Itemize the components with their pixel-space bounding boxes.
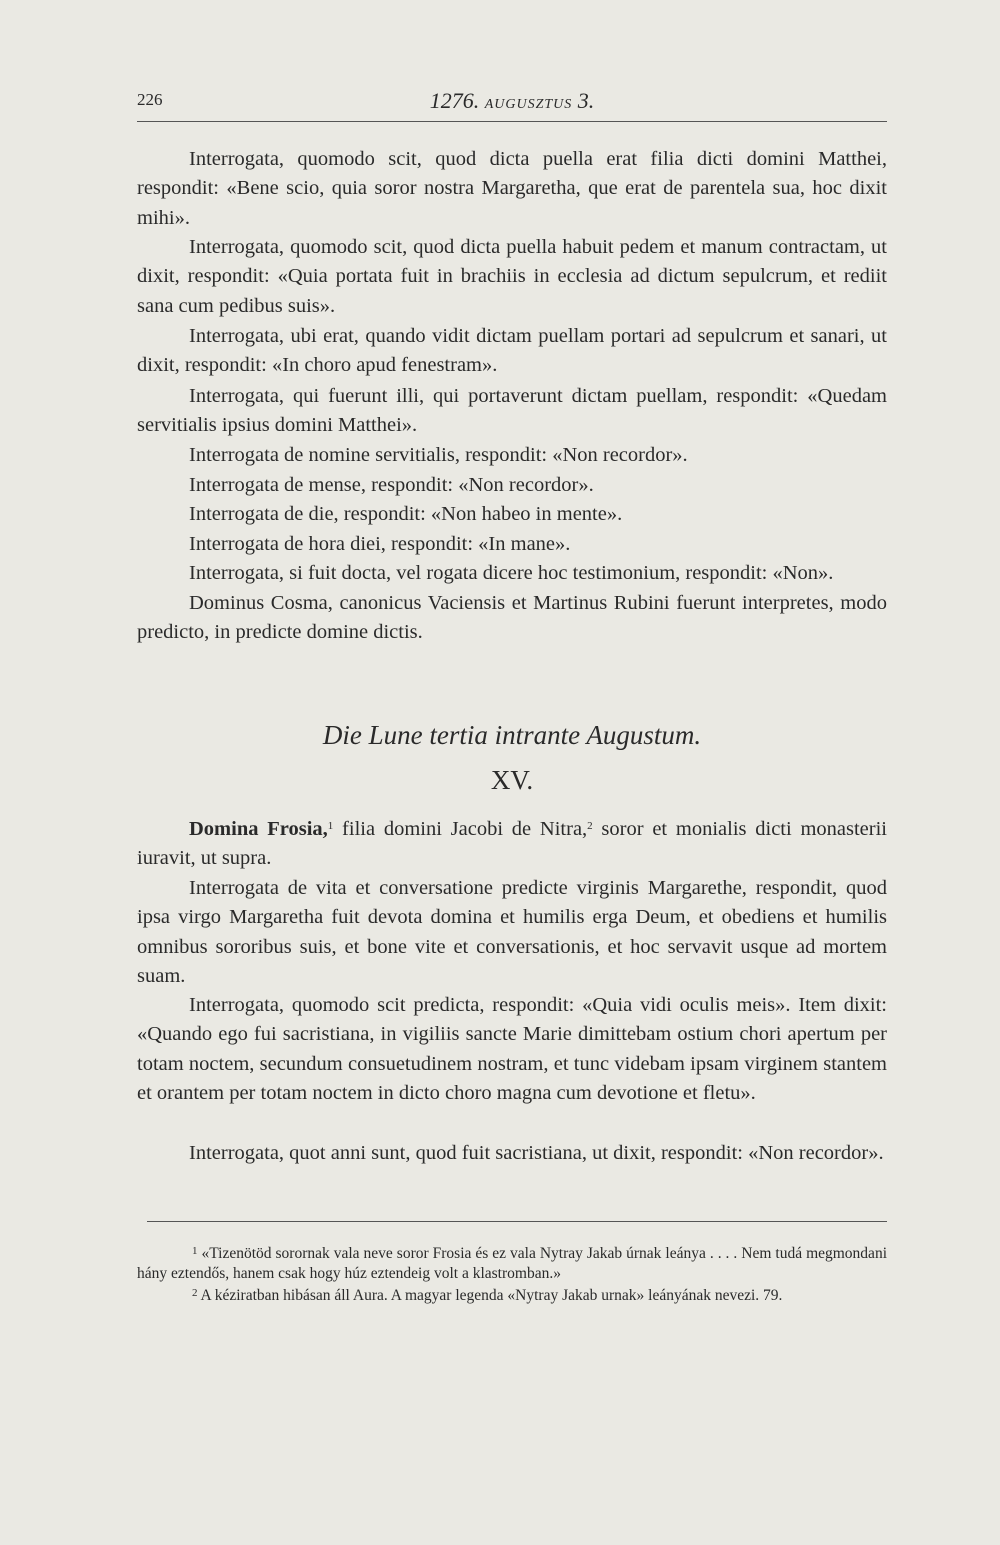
- paragraph-1: Interrogata, quomodo scit, quod dicta puella erat filia dicti domini Matthei, respondit: «Bene scio, quia soror nostra Margaretha, que erat de parentela sua, hoc dixit mihi».: [137, 148, 887, 229]
- paragraph-8: Interrogata de hora diei, respondit: «In mane».: [189, 533, 571, 555]
- witness-text-a: filia domini Jacobi de Nitra,: [333, 818, 588, 840]
- witness-name: Domina Frosia,: [189, 818, 328, 840]
- running-day: 3.: [577, 88, 595, 113]
- witness-text-b: soror et monialis dicti monasterii iuravit, ut supra.: [137, 818, 887, 870]
- footnote-ref-1[interactable]: 1: [327, 820, 334, 832]
- paragraph-2: Interrogata, quomodo scit, quod dicta puella habuit pedem et manum contractam, ut dixit, respondit: «Quia portata fuit in brachiis in ecclesia ad dictum sepulcrum, et rediit sana cum pedibus suis».: [137, 236, 887, 317]
- running-head: [137, 88, 887, 114]
- section-title: Die Lune tertia intrante Augustum.: [322, 720, 702, 750]
- page-number: 226: [137, 90, 163, 109]
- paragraph-4: Interrogata, qui fuerunt illi, qui portaverunt dictam puellam, respondit: «Quedam servitialis ipsius domini Matthei».: [137, 385, 887, 437]
- running-year: 1276.: [429, 88, 480, 113]
- paragraph-5: Interrogata de nomine servitialis, respondit: «Non recordor».: [189, 444, 688, 466]
- paragraph-7: Interrogata de die, respondit: «Non habeo in mente».: [189, 503, 623, 525]
- footnote-rule: [147, 1221, 887, 1222]
- footnote-text-2: A kéziratban hibásan áll Aura. A magyar legenda «Nytray Jakab urnak» leányának nevezi. 79.: [197, 1287, 783, 1304]
- witness-intro: [137, 815, 887, 874]
- footnote-1: [137, 1244, 887, 1284]
- witness-paragraph-3: Interrogata, quot anni sunt, quod fuit sacristiana, ut dixit, respondit: «Non recordor».: [189, 1142, 884, 1164]
- witness-paragraph-2: Interrogata, quomodo scit predicta, respondit: «Quia vidi oculis meis». Item dixit: «Quando ego fui sacristiana, in vigiliis sancte Marie dimittebam ostium chori apertum per totam noctem, secundum consuetudinem nostram, et tunc videbam ipsam virginem stantem et orantem per totam noctem in dicto choro magna cum devotione et fletu».: [137, 994, 887, 1105]
- paragraph-6: Interrogata de mense, respondit: «Non recordor».: [189, 474, 594, 496]
- footnote-ref-2[interactable]: 2: [587, 820, 593, 832]
- footnote-2: [137, 1286, 887, 1306]
- footnote-mark-1: 1: [192, 1245, 198, 1257]
- header-rule: [137, 121, 887, 122]
- paragraph-3: Interrogata, ubi erat, quando vidit dictam puellam portari ad sepulcrum et sanari, ut dixit, respondit: «In choro apud fenestram».: [137, 325, 887, 377]
- paragraph-10: Dominus Cosma, canonicus Vaciensis et Martinus Rubini fuerunt interpretes, modo predicto, in predicte domine dictis.: [137, 592, 887, 644]
- footnote-mark-2: 2: [192, 1287, 198, 1299]
- running-month: AUGUSZTUS: [484, 97, 573, 112]
- section-number: XV.: [490, 765, 534, 795]
- page-header: [137, 90, 887, 120]
- witness-paragraph-1: Interrogata de vita et conversatione predicte virginis Margarethe, respondit, quod ipsa virgo Margaretha fuit devota domina et humilis erga Deum, et obediens et humilis omnibus sororibus suis, et bone vite et conversationis, et hoc servavit usque ad mortem suam.: [137, 877, 887, 988]
- footnote-text-1: «Tizenötöd sorornak vala neve soror Frosia és ez vala Nytray Jakab úrnak leánya . . . . Nem tudá megmondani hány eztendős, hanem csak hogy húz eztendeig volt a klastromban.»: [137, 1245, 887, 1282]
- paragraph-9: Interrogata, si fuit docta, vel rogata dicere hoc testimonium, respondit: «Non».: [189, 562, 834, 584]
